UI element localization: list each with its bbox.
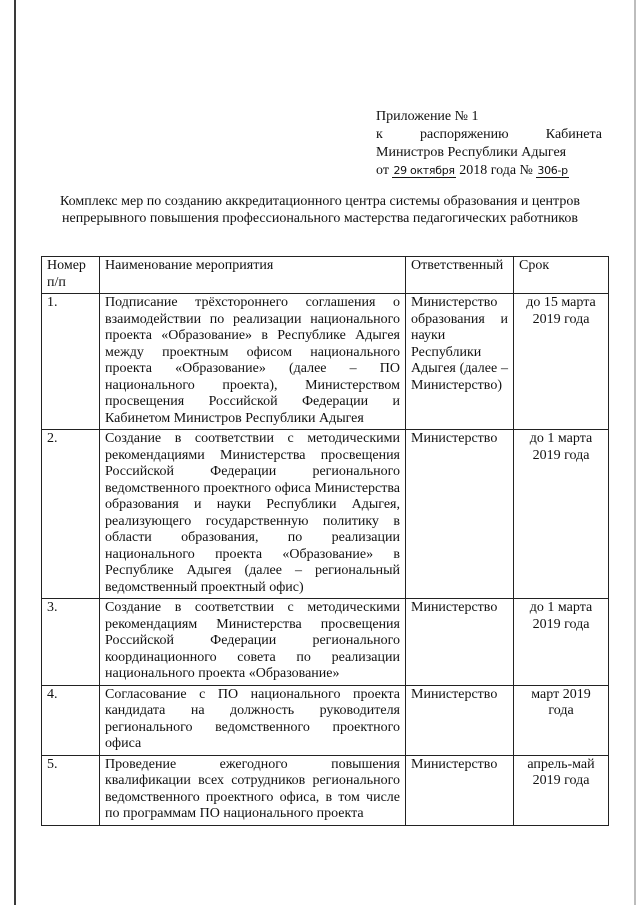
appendix-date-line xyxy=(376,162,602,180)
row-number: 2. xyxy=(42,430,100,599)
row-number: 3. xyxy=(42,599,100,686)
appendix-number-handwritten: 306-р xyxy=(537,164,568,177)
row-measure-name: Подписание трёхстороннего соглашения о взаимодействии по реализации национального проекта «Образование» в Республике Адыгея между проектным офисом национального проекта «Образование» (далее – ПО национального проекта), Министерством просвещения Российской Федерации и Кабинетом Министров Республики Адыгея xyxy=(100,294,406,430)
appendix-year-text: 2018 года № xyxy=(459,163,533,178)
row-number: 5. xyxy=(42,755,100,825)
header-responsible: Ответственный xyxy=(406,257,514,294)
row-responsible: Министерство xyxy=(406,685,514,755)
appendix-number: Приложение № 1 xyxy=(376,109,479,124)
appendix-order-line xyxy=(376,126,602,144)
row-measure-name: Проведение ежегодного повышения квалификации всех сотрудников регионального ведомственного проектного офиса, в том числе по программам ПО национального проекта xyxy=(100,755,406,825)
table-header-row xyxy=(42,257,609,294)
row-measure-name: Создание в соответствии с методическими рекомендациям Министерства просвещения Российской Федерации регионального координационного совета по реализации национального проекта «Образование» xyxy=(100,599,406,686)
row-responsible: Министерство xyxy=(406,430,514,599)
appendix-authority: Министров Республики Адыгея xyxy=(376,145,567,160)
row-responsible: Министерство образования и науки Республики Адыгея (далее – Министерство) xyxy=(406,294,514,430)
header-number: Номер п/п xyxy=(42,257,100,294)
row-number: 4. xyxy=(42,685,100,755)
row-number: 1. xyxy=(42,294,100,430)
appendix-order-word: распоряжению xyxy=(420,127,509,142)
row-deadline: до 1 марта 2019 года xyxy=(514,599,609,686)
table-row xyxy=(42,755,609,825)
appendix-from: от xyxy=(376,163,389,178)
document-title: Комплекс мер по созданию аккредитационного центра системы образования и центров непрерывного повышения профессионального мастерства педагогических работников xyxy=(60,194,580,226)
appendix-date-handwritten: 29 октября xyxy=(393,164,455,177)
row-deadline: март 2019 года xyxy=(514,685,609,755)
appendix-to: к xyxy=(376,127,383,142)
table-row xyxy=(42,599,609,686)
row-deadline: апрель-май 2019 года xyxy=(514,755,609,825)
appendix-cabinet-word: Кабинета xyxy=(545,127,602,142)
table-row xyxy=(42,430,609,599)
row-measure-name: Создание в соответствии с методическими рекомендациями Министерства просвещения Российской Федерации регионального ведомственного проектного офиса Министерства образования и науки Республики Адыгея, реализующего государственную политику в области образования, по реализации национального проекта «Образование» в Республике Адыгея (далее – региональный ведомственный проектный офис) xyxy=(100,430,406,599)
row-deadline: до 1 марта 2019 года xyxy=(514,430,609,599)
table-row xyxy=(42,685,609,755)
appendix-header xyxy=(376,108,602,180)
row-responsible: Министерство xyxy=(406,599,514,686)
measures-table xyxy=(41,256,609,826)
header-deadline: Срок xyxy=(514,257,609,294)
scan-left-edge xyxy=(14,0,16,905)
table-row xyxy=(42,294,609,430)
row-deadline: до 15 марта 2019 года xyxy=(514,294,609,430)
header-name: Наименование мероприятия xyxy=(100,257,406,294)
row-responsible: Министерство xyxy=(406,755,514,825)
row-measure-name: Согласование с ПО национального проекта кандидата на должность руководителя регионального ведомственного проектного офиса xyxy=(100,685,406,755)
scan-right-edge xyxy=(634,0,636,905)
